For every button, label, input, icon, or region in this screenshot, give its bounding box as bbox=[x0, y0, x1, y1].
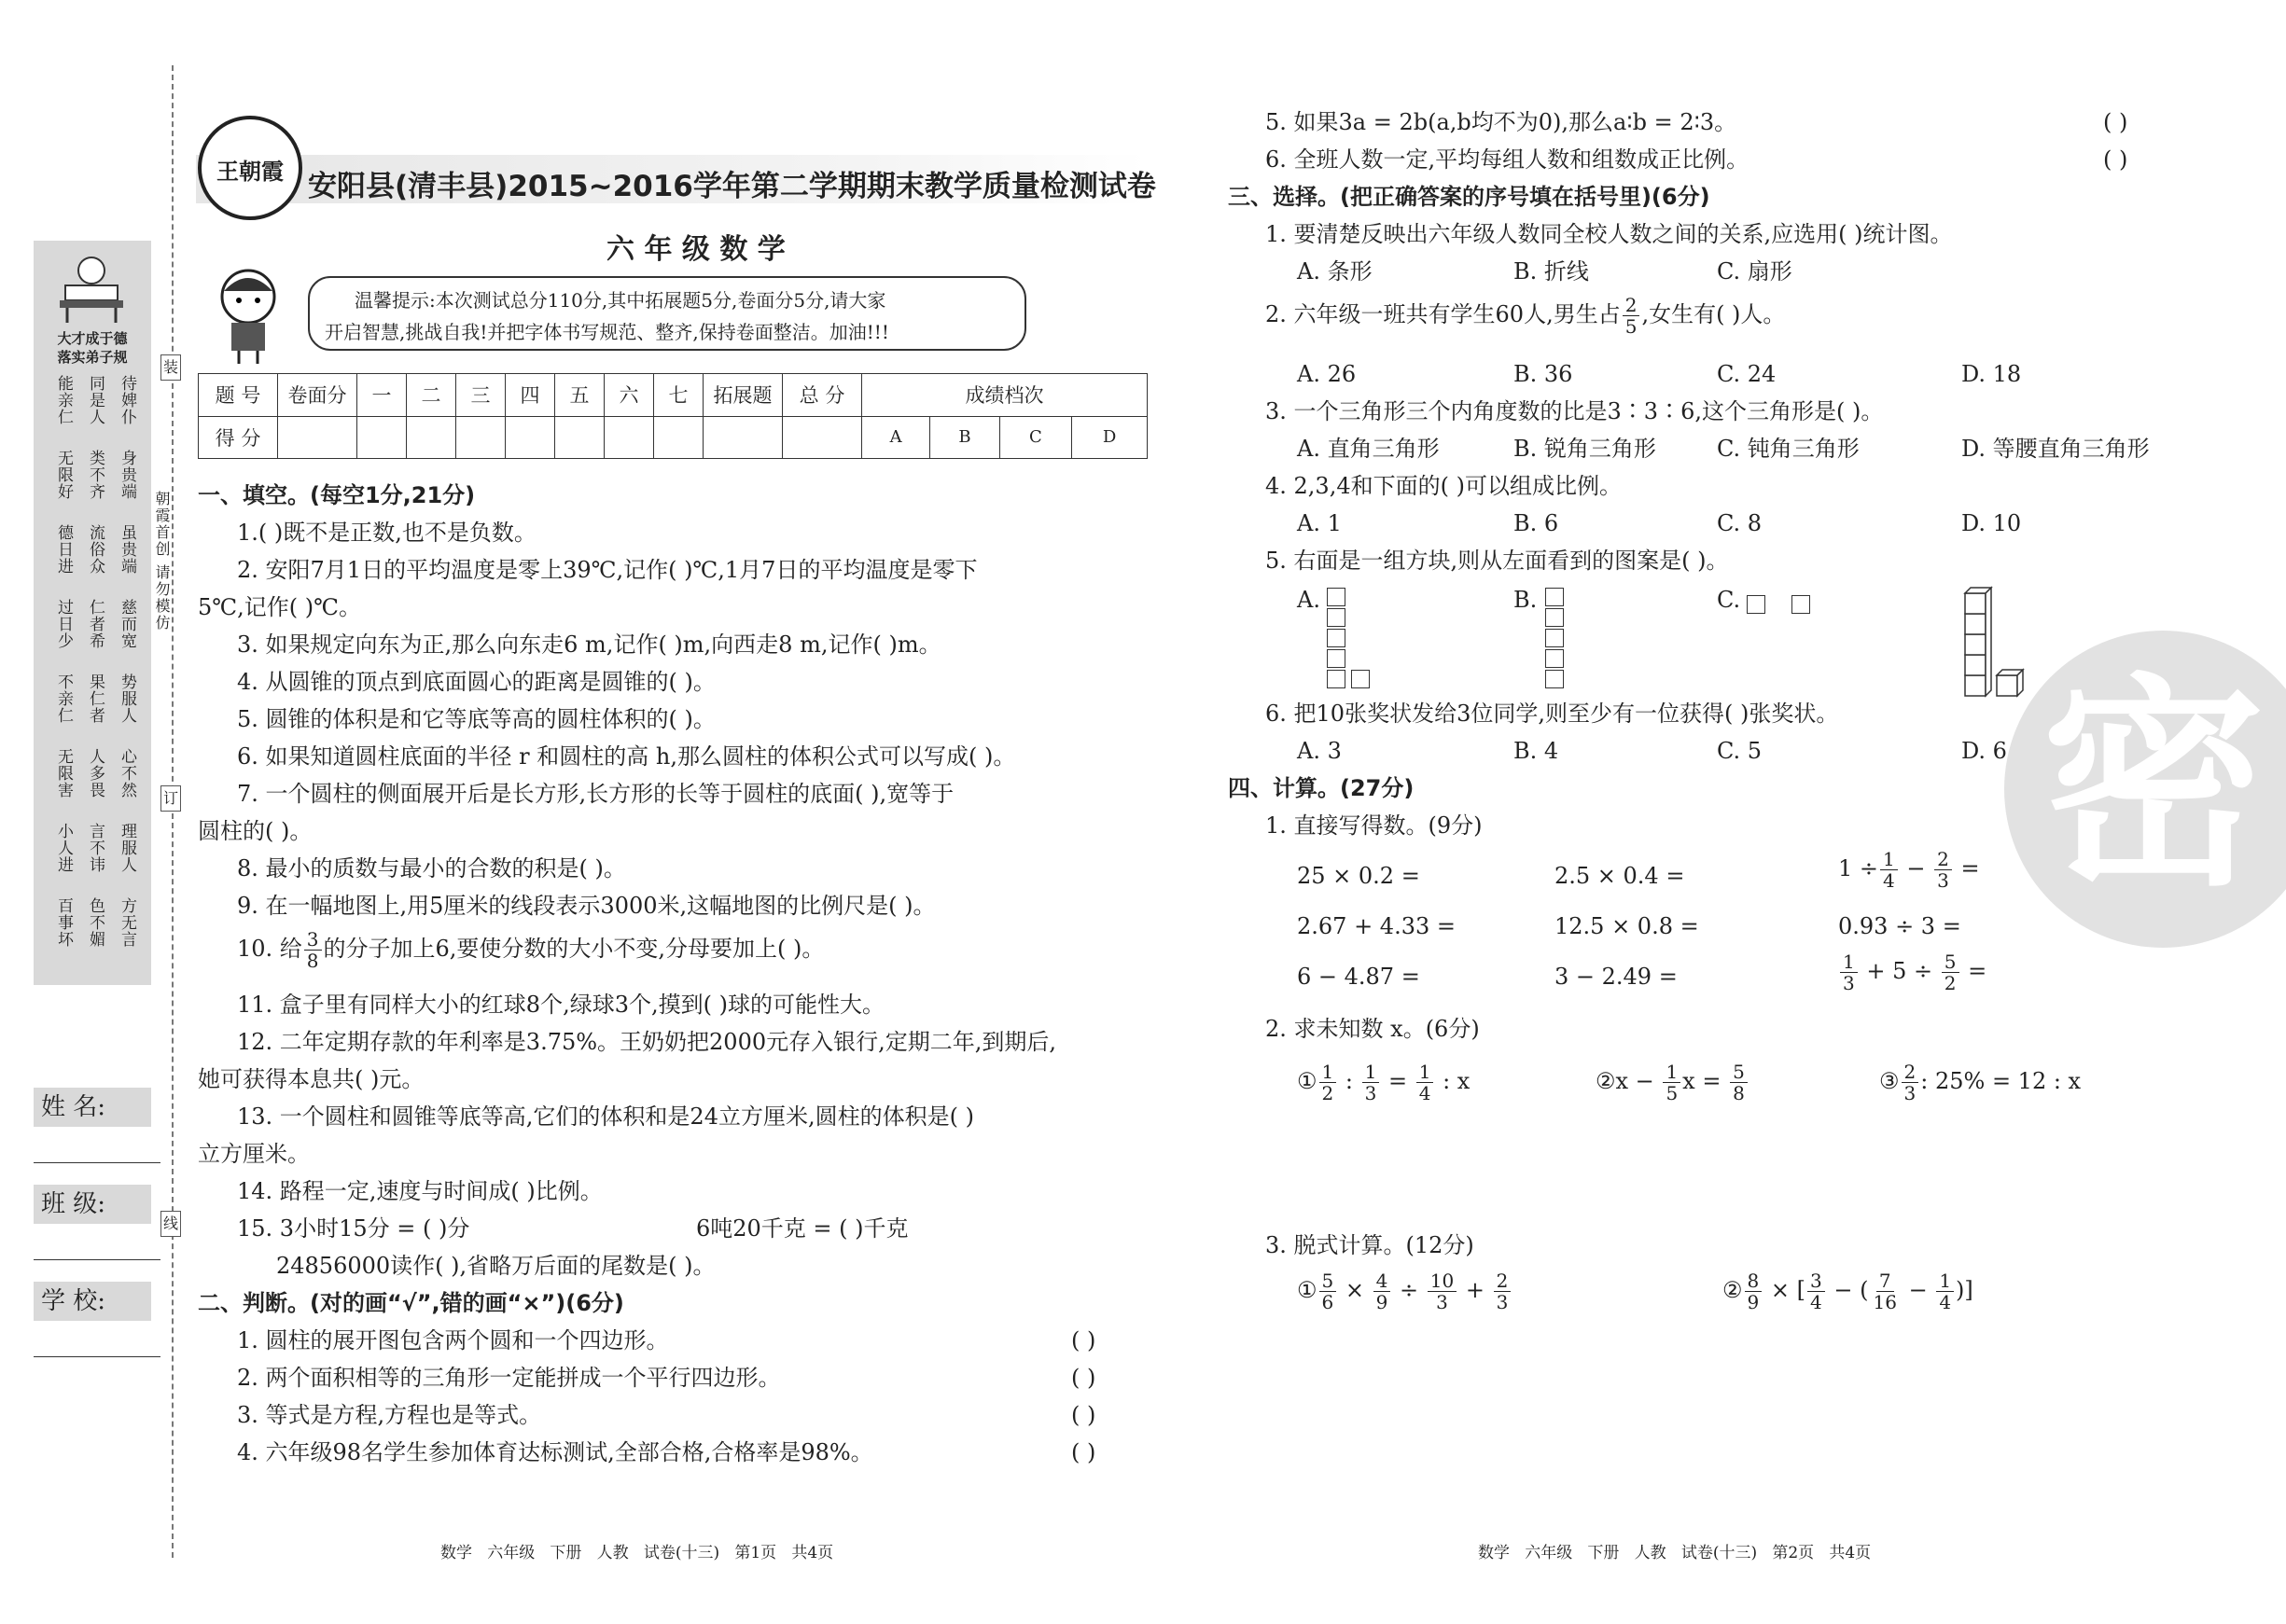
brand-logo bbox=[198, 116, 302, 220]
s1-q8: 8. 最小的质数与最小的合数的积是( )。 bbox=[237, 855, 626, 881]
option[interactable]: B. 锐角三角形 bbox=[1513, 436, 1656, 462]
s3-q4: 4. 2,3,4和下面的( )可以组成比例。 bbox=[1265, 473, 1622, 499]
s3-q5: 5. 右面是一组方块,则从左面看到的图案是( )。 bbox=[1265, 548, 1729, 574]
brand-logo-text: 王朝霞 bbox=[216, 159, 284, 185]
exam-title: 安阳县(清丰县)2015~2016学年第二学期期末教学质量检测试卷 bbox=[308, 170, 1156, 203]
notice-line-2: 开启智慧,挑战自我!并把字体书写规范、整齐,保持卷面整洁。加油!!! bbox=[325, 321, 889, 343]
s1-q10 bbox=[237, 929, 824, 971]
proverb-column: 类不齐 bbox=[86, 450, 105, 500]
option[interactable]: B. 折线 bbox=[1513, 258, 1589, 285]
proverb-column: 势服人 bbox=[118, 673, 136, 724]
fraction: $\frac{2}{5}$ bbox=[1623, 295, 1640, 337]
score-cell[interactable] bbox=[506, 416, 555, 459]
score-cell[interactable] bbox=[783, 416, 862, 459]
s1-q6: 6. 如果知道圆柱底面的半径 r 和圆柱的高 h,那么圆柱的体积公式可以写成( )。 bbox=[237, 743, 1016, 770]
proverb-column: 言不讳 bbox=[86, 823, 105, 873]
watermark-char: 密 bbox=[2042, 655, 2266, 916]
header-cell: 五 bbox=[555, 374, 605, 417]
option[interactable]: D. 6 bbox=[1961, 738, 2007, 764]
calc-item: 6 − 4.87 = bbox=[1297, 964, 1420, 990]
option[interactable]: A. bbox=[1297, 587, 1320, 613]
proverb-column: 人多畏 bbox=[86, 748, 105, 798]
proverb-column: 无限害 bbox=[54, 748, 73, 798]
calc-item: 2.67 + 4.33 = bbox=[1297, 913, 1456, 939]
school-label: 学 校: bbox=[34, 1282, 151, 1321]
cube-stack-figure bbox=[1956, 578, 2030, 700]
s2-q4: 4. 六年级98名学生参加体育达标测试,全部合格,合格率是98%。 bbox=[237, 1439, 873, 1465]
grade-d[interactable]: D bbox=[1072, 416, 1148, 459]
s1-q10-pre: 10. 给 bbox=[237, 936, 302, 962]
s1-q14: 14. 路程一定,速度与时间成( )比例。 bbox=[237, 1178, 603, 1204]
grade-c[interactable]: C bbox=[999, 416, 1071, 459]
option[interactable]: D. 10 bbox=[1961, 510, 2022, 536]
proverb-column: 流俗众 bbox=[86, 524, 105, 575]
option[interactable]: C. 钝角三角形 bbox=[1717, 436, 1860, 462]
option[interactable]: C. bbox=[1717, 587, 1741, 613]
s2-q5: 5. 如果3a = 2b(a,b均不为0),那么a∶b = 2∶3。 bbox=[1265, 109, 1737, 135]
s2-q6: 6. 全班人数一定,平均每组人数和组数成正比例。 bbox=[1265, 146, 1749, 173]
sidebar-proverbs bbox=[45, 375, 142, 959]
fraction: $\frac{3}{8}$ bbox=[304, 929, 322, 971]
s1-q15a-left: 15. 3小时15分 = ( )分 bbox=[237, 1215, 470, 1242]
watermark-secret bbox=[2004, 631, 2286, 948]
proverb-column: 小人进 bbox=[54, 823, 73, 873]
s3-q1: 1. 要清楚反映出六年级人数同全校人数之间的关系,应选用( )统计图。 bbox=[1265, 221, 1953, 247]
option-c-figure bbox=[1747, 595, 1821, 618]
option[interactable]: A. 3 bbox=[1297, 738, 1342, 764]
header-cell: 七 bbox=[654, 374, 704, 417]
expression-2: ② $\frac{8}{9}$ × [ $\frac{3}{4}$ − ( $\frac{7}{16}$ − $\frac{1}{4}$ )] bbox=[1722, 1270, 1973, 1313]
calc-item: 2.5 × 0.4 = bbox=[1554, 863, 1685, 889]
option[interactable]: B. 6 bbox=[1513, 510, 1559, 536]
s4-p1-title: 1. 直接写得数。(9分) bbox=[1265, 812, 1483, 839]
girl-mascot-icon bbox=[203, 267, 295, 366]
option[interactable]: A. 1 bbox=[1297, 510, 1342, 536]
seal-mark-bottom: 线 bbox=[160, 1211, 181, 1237]
footer-right: 数学 六年级 下册 人教 试卷(十三) 第2页 共4页 bbox=[1478, 1544, 1872, 1562]
header-cell: 卷面分 bbox=[278, 374, 357, 417]
seal-mark-mid: 订 bbox=[160, 785, 181, 812]
calc-item: 25 × 0.2 = bbox=[1297, 863, 1420, 889]
score-cell[interactable] bbox=[555, 416, 605, 459]
class-label: 班 级: bbox=[34, 1185, 151, 1224]
proverb-column: 慈而宽 bbox=[118, 599, 136, 649]
score-cell[interactable] bbox=[605, 416, 654, 459]
sidebar-motto-1: 大才成于德 bbox=[57, 330, 128, 347]
equation-1: ① $\frac{1}{2}$ : $\frac{1}{3}$ = $\frac{1}{4}$ : x bbox=[1297, 1061, 1471, 1104]
footer-left: 数学 六年级 下册 人教 试卷(十三) 第1页 共4页 bbox=[440, 1544, 834, 1562]
proverb-column: 能亲仁 bbox=[54, 375, 73, 425]
score-cell[interactable] bbox=[704, 416, 783, 459]
header-cell: 拓展题 bbox=[704, 374, 783, 417]
proverb-column: 身贵端 bbox=[118, 450, 136, 500]
option[interactable]: C. 5 bbox=[1717, 738, 1763, 764]
s1-q2a: 2. 安阳7月1日的平均温度是零上39℃,记作( )℃,1月7日的平均温度是零下 bbox=[237, 557, 978, 583]
option[interactable]: A. 条形 bbox=[1297, 258, 1373, 285]
header-cell: 成绩档次 bbox=[862, 374, 1148, 417]
s1-q5: 5. 圆锥的体积是和它等底等高的圆柱体积的( )。 bbox=[237, 706, 716, 732]
name-field[interactable] bbox=[34, 1162, 160, 1163]
binding-line bbox=[172, 65, 174, 1558]
section1-title: 一、填空。(每空1分,21分) bbox=[198, 482, 476, 508]
s1-q2b: 5℃,记作( )℃。 bbox=[198, 594, 361, 620]
option[interactable]: A. 直角三角形 bbox=[1297, 436, 1440, 462]
score-cell[interactable] bbox=[407, 416, 456, 459]
proverb-column: 德日进 bbox=[54, 524, 73, 575]
option-b-figure bbox=[1545, 588, 1568, 692]
s1-q9: 9. 在一幅地图上,用5厘米的线段表示3000米,这幅地图的比例尺是( )。 bbox=[237, 893, 936, 919]
proverb-column: 无限好 bbox=[54, 450, 73, 500]
binding-note: 朝霞首创 请勿模仿 bbox=[153, 491, 171, 632]
sidebar-motto-2: 落实弟子规 bbox=[57, 349, 128, 366]
answer-paren[interactable]: ( ) bbox=[1071, 1365, 1096, 1391]
s1-q3: 3. 如果规定向东为正,那么向东走6 m,记作( )m,向西走8 m,记作( )m。 bbox=[237, 632, 941, 658]
s2-q2: 2. 两个面积相等的三角形一定能拼成一个平行四边形。 bbox=[237, 1365, 781, 1391]
s1-q7a: 7. 一个圆柱的侧面展开后是长方形,长方形的长等于圆柱的底面( ),宽等于 bbox=[237, 781, 955, 807]
proverb-column: 不亲仁 bbox=[54, 673, 73, 724]
calc-item: 3 − 2.49 = bbox=[1554, 964, 1678, 990]
proverb-column: 色不媚 bbox=[86, 897, 105, 948]
answer-paren[interactable]: ( ) bbox=[1071, 1327, 1096, 1353]
option[interactable]: B. 36 bbox=[1513, 361, 1573, 387]
section2-title: 二、判断。(对的画“√”,错的画“×”)(6分) bbox=[198, 1290, 624, 1316]
option[interactable]: D. 等腰直角三角形 bbox=[1961, 436, 2150, 462]
proverb-column: 方无言 bbox=[118, 897, 136, 948]
expression-1: ① $\frac{5}{6}$ × $\frac{4}{9}$ ÷ $\frac{10}{3}$ + $\frac{2}{3}$ bbox=[1297, 1270, 1512, 1312]
header-cell: 总 分 bbox=[783, 374, 862, 417]
option[interactable]: A. 26 bbox=[1297, 361, 1357, 387]
notice-line-1: 温馨提示:本次测试总分110分,其中拓展题5分,卷面分5分,请大家 bbox=[355, 289, 886, 312]
section3-title: 三、选择。(把正确答案的序号填在括号里)(6分) bbox=[1228, 184, 1710, 210]
s3-q2-post: ,女生有( )人。 bbox=[1641, 301, 1786, 327]
equation-3: ③ $\frac{2}{3}$ : 25% = 12 : x bbox=[1879, 1061, 2082, 1104]
option[interactable]: C. 24 bbox=[1717, 361, 1777, 387]
s1-q13b: 立方厘米。 bbox=[198, 1141, 310, 1167]
header-cell: 一 bbox=[357, 374, 407, 417]
s1-q10-post: 的分子加上6,要使分数的大小不变,分母要加上( )。 bbox=[323, 936, 825, 962]
name-label: 姓 名: bbox=[34, 1088, 151, 1127]
proverb-column: 待婢仆 bbox=[118, 375, 136, 425]
score-table bbox=[198, 373, 1148, 459]
s2-q3: 3. 等式是方程,方程也是等式。 bbox=[237, 1402, 542, 1428]
calc-item: 12.5 × 0.8 = bbox=[1554, 913, 1699, 939]
header-cell: 二 bbox=[407, 374, 456, 417]
proverb-column: 理服人 bbox=[118, 823, 136, 873]
header-cell: 三 bbox=[456, 374, 506, 417]
s1-q15a-right: 6吨20千克 = ( )千克 bbox=[696, 1215, 909, 1242]
class-field[interactable] bbox=[34, 1259, 160, 1260]
s4-p2-title: 2. 求未知数 x。(6分) bbox=[1265, 1016, 1480, 1042]
proverb-column: 过日少 bbox=[54, 599, 73, 649]
calc-item: $\frac{1}{3}$ + 5 ÷ $\frac{5}{2}$ = bbox=[1838, 951, 1986, 993]
calc-item: 1 ÷ $\frac{1}{4}$ − $\frac{2}{3}$ = bbox=[1838, 848, 1980, 892]
score-table-score-row bbox=[199, 416, 1148, 459]
option-a-figure bbox=[1327, 588, 1383, 692]
answer-paren[interactable]: ( ) bbox=[1071, 1439, 1096, 1465]
score-cell[interactable] bbox=[278, 416, 357, 459]
s1-q4: 4. 从圆锥的顶点到底面圆心的距离是圆锥的( )。 bbox=[237, 669, 716, 695]
proverb-column: 仁者希 bbox=[86, 599, 105, 649]
header-cell: 六 bbox=[605, 374, 654, 417]
answer-paren[interactable]: ( ) bbox=[2103, 109, 2128, 135]
score-cell[interactable] bbox=[357, 416, 407, 459]
section4-title: 四、计算。(27分) bbox=[1228, 775, 1415, 801]
option[interactable]: C. 扇形 bbox=[1717, 258, 1792, 285]
s3-q2-pre: 2. 六年级一班共有学生60人,男生占 bbox=[1265, 301, 1621, 327]
grade-b[interactable]: B bbox=[930, 416, 999, 459]
exam-subject: 六 年 级 数 学 bbox=[606, 233, 786, 266]
proverb-column: 心不然 bbox=[118, 748, 136, 798]
s2-q1: 1. 圆柱的展开图包含两个圆和一个四边形。 bbox=[237, 1327, 669, 1353]
school-field[interactable] bbox=[34, 1356, 160, 1357]
s4-p3-title: 3. 脱式计算。(12分) bbox=[1265, 1232, 1474, 1258]
header-cell: 四 bbox=[506, 374, 555, 417]
equation-2: ②x − $\frac{1}{5}$ x = $\frac{5}{8}$ bbox=[1596, 1062, 1749, 1103]
proverb-column: 百事坏 bbox=[54, 897, 73, 948]
score-cell[interactable] bbox=[456, 416, 506, 459]
cartoon-scholar-icon bbox=[47, 250, 136, 325]
s3-q6: 6. 把10张奖状发给3位同学,则至少有一位获得( )张奖状。 bbox=[1265, 701, 1839, 727]
proverb-column: 果仁者 bbox=[86, 673, 105, 724]
header-cell: 题 号 bbox=[199, 374, 278, 417]
option[interactable]: B. 4 bbox=[1513, 738, 1559, 764]
proverb-column: 同是人 bbox=[86, 375, 105, 425]
proverb-column: 虽贵端 bbox=[118, 524, 136, 575]
answer-paren[interactable]: ( ) bbox=[1071, 1402, 1096, 1428]
option[interactable]: D. 18 bbox=[1961, 361, 2022, 387]
option[interactable]: C. 8 bbox=[1717, 510, 1763, 536]
seal-mark-top: 装 bbox=[160, 354, 181, 381]
s1-q11: 11. 盒子里有同样大小的红球8个,绿球3个,摸到( )球的可能性大。 bbox=[237, 992, 885, 1018]
grade-a[interactable]: A bbox=[862, 416, 930, 459]
score-table-header-row bbox=[199, 374, 1148, 417]
s1-q12b: 她可获得本息共( )元。 bbox=[198, 1066, 425, 1092]
s1-q15b: 24856000读作( ),省略万后面的尾数是( )。 bbox=[276, 1253, 716, 1279]
row-label: 得 分 bbox=[199, 416, 278, 459]
score-cell[interactable] bbox=[654, 416, 704, 459]
s1-q12a: 12. 二年定期存款的年利率是3.75%。王奶奶把2000元存入银行,定期二年,到期后, bbox=[237, 1029, 1057, 1055]
s1-q7b: 圆柱的( )。 bbox=[198, 818, 313, 844]
s1-q1: 1.( )既不是正数,也不是负数。 bbox=[237, 520, 537, 546]
s3-q3: 3. 一个三角形三个内角度数的比是3∶3∶6,这个三角形是( )。 bbox=[1265, 398, 1884, 424]
calc-item: 0.93 ÷ 3 = bbox=[1838, 913, 1961, 939]
s3-q2 bbox=[1265, 295, 1785, 337]
option[interactable]: B. bbox=[1513, 587, 1538, 613]
s1-q13a: 13. 一个圆柱和圆锥等底等高,它们的体积和是24立方厘米,圆柱的体积是( ) bbox=[237, 1103, 974, 1130]
answer-paren[interactable]: ( ) bbox=[2103, 146, 2128, 173]
